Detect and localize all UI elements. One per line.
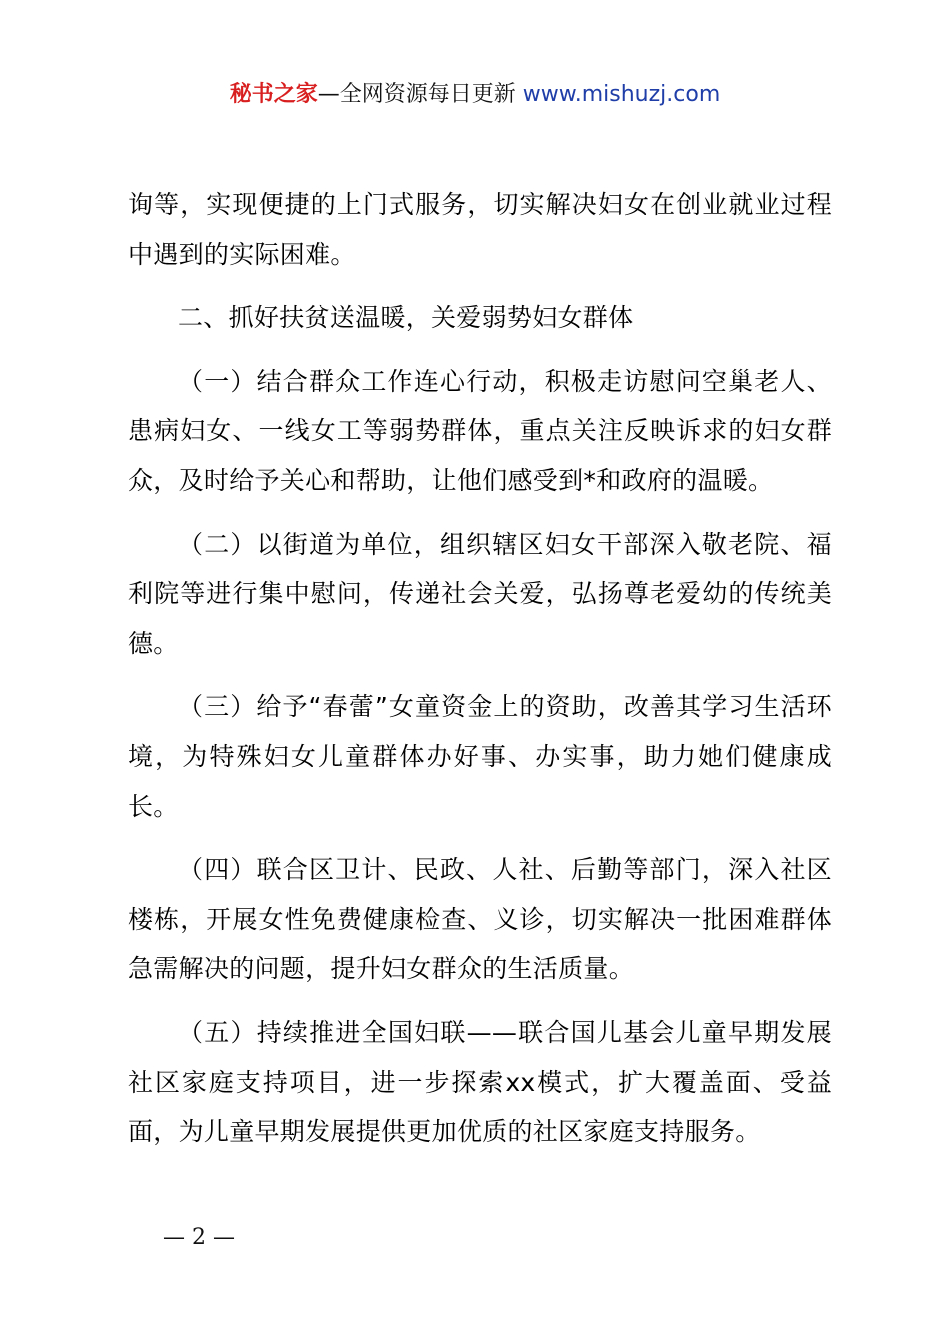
brand-name: 秘书之家 bbox=[229, 82, 318, 107]
page-number: — 2 — bbox=[163, 1225, 235, 1250]
site-url-link[interactable]: www.mishuzj.com bbox=[522, 82, 721, 107]
paragraph-item-3: （三）给予“春蕾”女童资金上的资助，改善其学习生活环境，为特殊妇女儿童群体办好事、办实事，助力她们健康成长。 bbox=[128, 692, 832, 821]
paragraph-item-2: （二）以街道为单位，组织辖区妇女干部深入敬老院、福利院等进行集中慰问，传递社会关爱，弘扬尊老爱幼的传统美德。 bbox=[128, 529, 832, 658]
site-banner bbox=[0, 80, 950, 110]
section-heading: 二、抓好扶贫送温暖，关爱弱势妇女群体 bbox=[178, 303, 634, 333]
paragraph-item-5: （五）持续推进全国妇联——联合国儿基会儿童早期发展社区家庭支持项目，进一步探索xx模式，扩大覆盖面、受益面，为儿童早期发展提供更加优质的社区家庭支持服务。 bbox=[128, 1017, 832, 1147]
document-body bbox=[128, 180, 832, 1171]
paragraph-item-4: （四）联合区卫计、民政、人社、后勤等部门，深入社区楼栋，开展女性免费健康检查、义诊，切实解决一批困难群体急需解决的问题，提升妇女群众的生活质量。 bbox=[128, 855, 832, 984]
paragraph-continuation: 询等，实现便捷的上门式服务，切实解决妇女在创业就业过程中遇到的实际困难。 bbox=[128, 190, 832, 269]
banner-tagline: —全网资源每日更新 bbox=[317, 82, 523, 107]
paragraph-item-1: （一）结合群众工作连心行动，积极走访慰问空巢老人、患病妇女、一线女工等弱势群体，重点关注反映诉求的妇女群众，及时给予关心和帮助，让他们感受到*和政府的温暖。 bbox=[128, 366, 832, 495]
